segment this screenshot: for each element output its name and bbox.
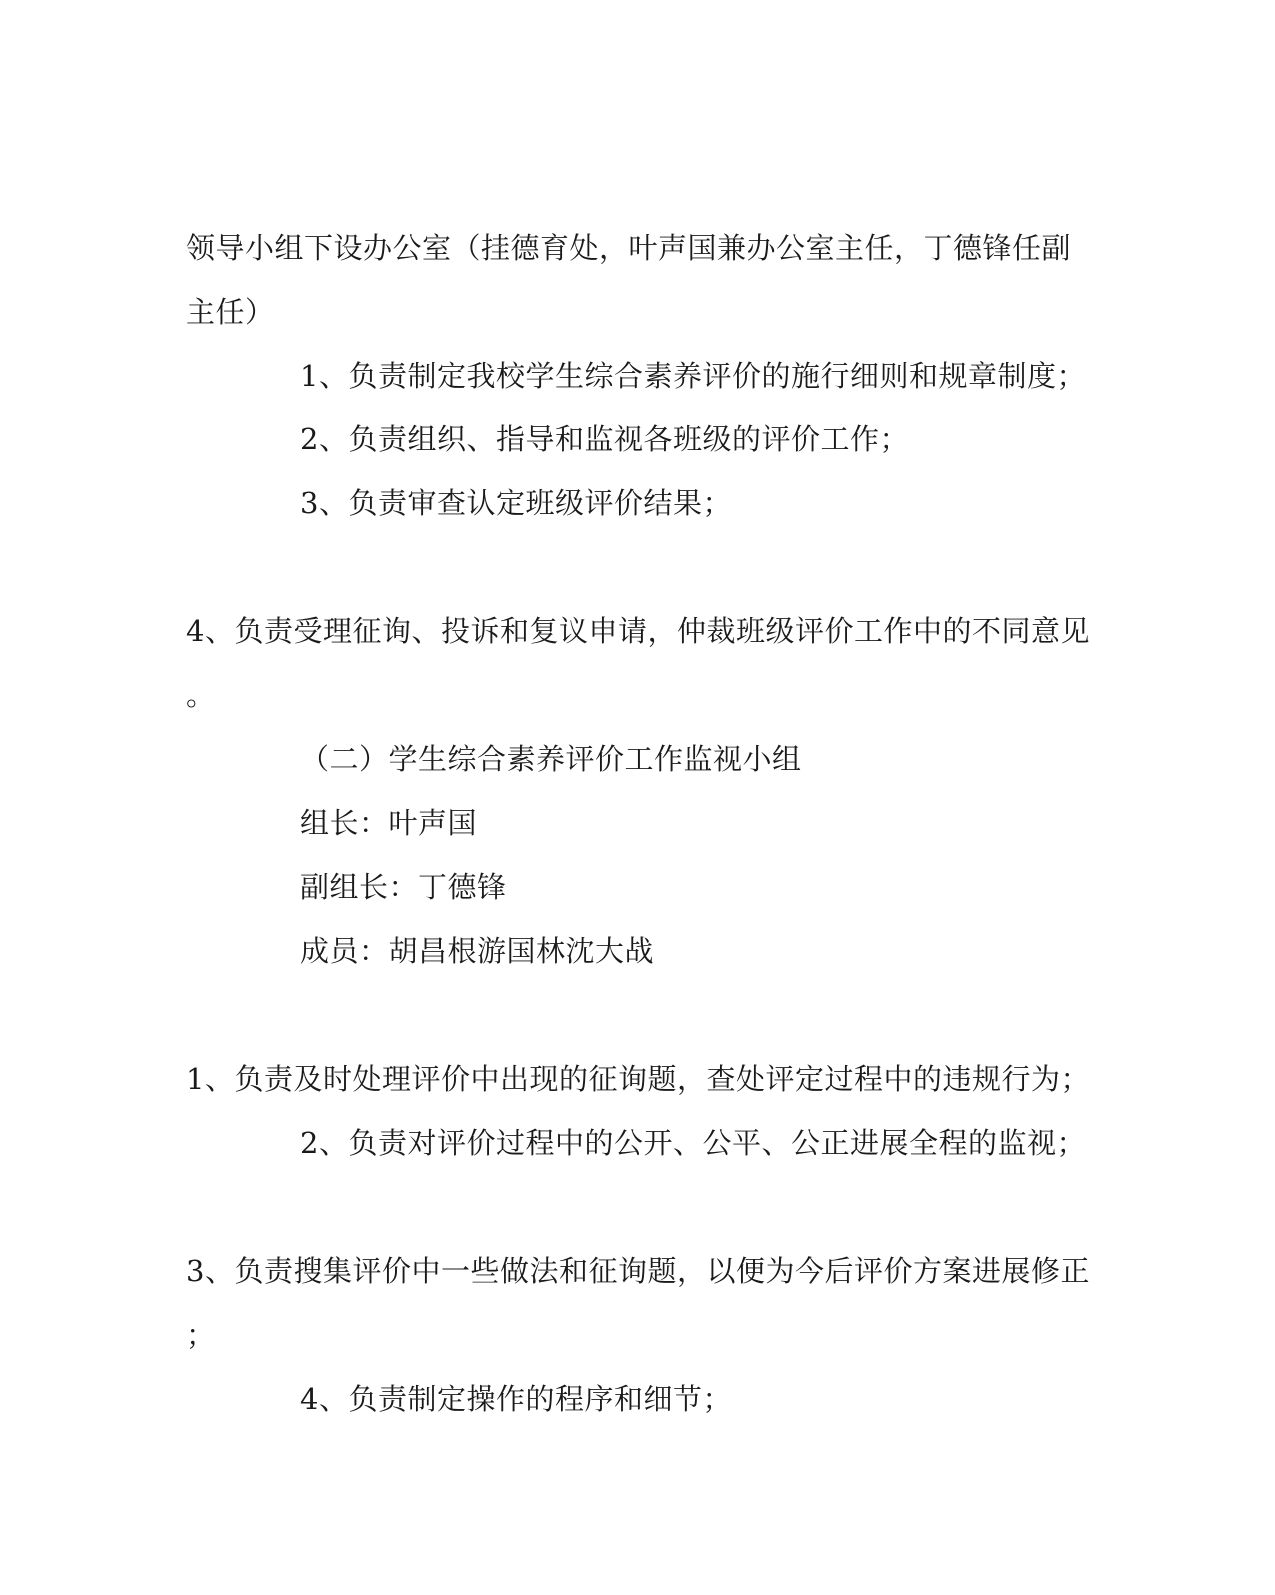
group-leader: 组长：叶声国 <box>300 806 478 840</box>
members: 成员：胡昌根游国林沈大战 <box>300 934 655 968</box>
duty-item-2: 2、负责组织、指导和监视各班级的评价工作； <box>300 422 909 456</box>
supervision-item-3-continued: ； <box>186 1318 216 1352</box>
supervision-item-2: 2、负责对评价过程中的公开、公平、公正进展全程的监视； <box>300 1126 1086 1160</box>
deputy-leader: 副组长：丁德锋 <box>300 870 507 904</box>
supervision-item-4: 4、负责制定操作的程序和细节； <box>300 1382 732 1416</box>
office-setup-line: 领导小组下设办公室（挂德育处，叶声国兼办公室主任，丁德锋任副 <box>186 231 1072 265</box>
duty-item-1: 1、负责制定我校学生综合素养评价的施行细则和规章制度； <box>300 359 1086 393</box>
duty-item-4: 4、负责受理征询、投诉和复议申请，仲裁班级评价工作中的不同意见 <box>186 614 1090 648</box>
supervision-item-3: 3、负责搜集评价中一些做法和征询题，以便为今后评价方案进展修正 <box>186 1254 1090 1288</box>
duty-item-4-continued: 。 <box>186 678 216 712</box>
duty-item-3: 3、负责审查认定班级评价结果； <box>300 486 732 520</box>
office-setup-line-continued: 主任） <box>186 295 275 329</box>
supervision-item-1: 1、负责及时处理评价中出现的征询题，查处评定过程中的违规行为； <box>186 1062 1090 1096</box>
section-heading: （二）学生综合素养评价工作监视小组 <box>300 742 802 776</box>
